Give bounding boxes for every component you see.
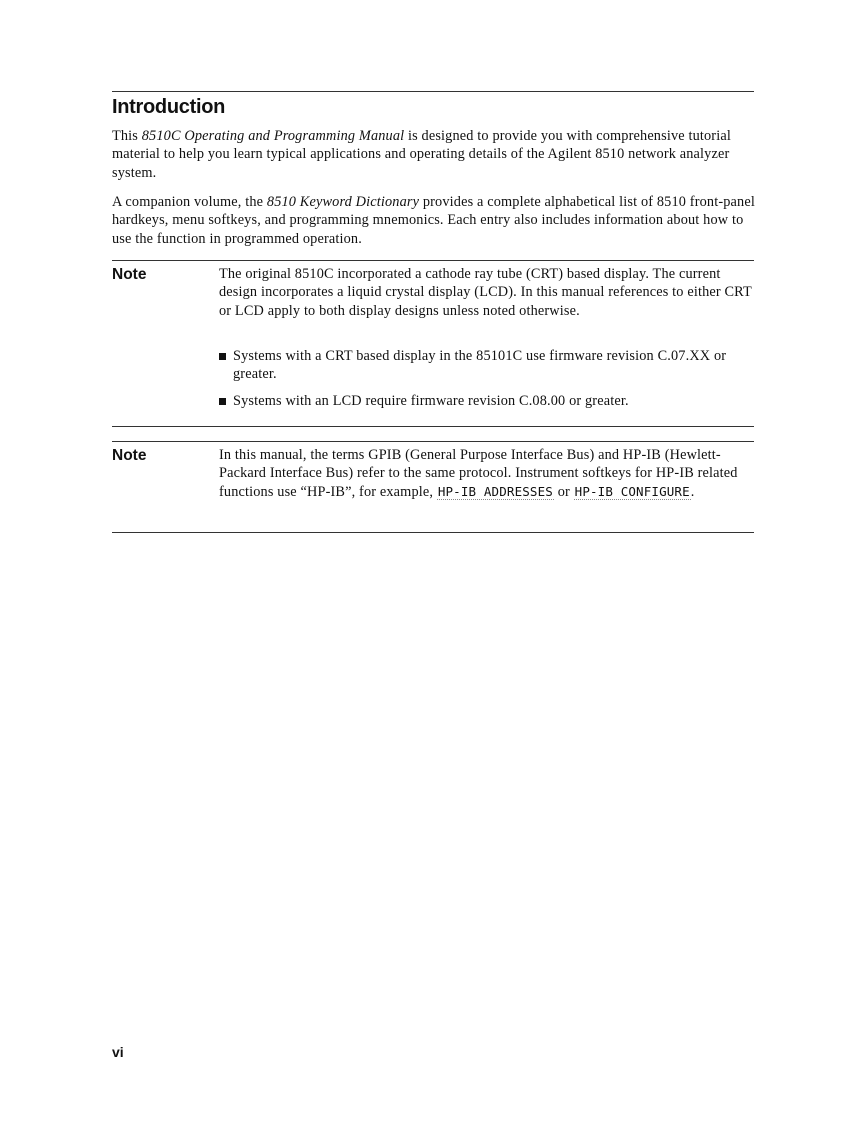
section-top-rule bbox=[112, 91, 754, 92]
note-bottom-rule bbox=[112, 426, 754, 427]
note-label: Note bbox=[112, 447, 147, 464]
bullet-item bbox=[219, 347, 749, 384]
note-label: Note bbox=[112, 266, 147, 283]
softkey-hpib-configure: HP-IB CONFIGURE bbox=[574, 483, 690, 499]
bullet-square-icon bbox=[219, 353, 226, 360]
note-gpib-text: In this manual, the terms GPIB (General Purpose Interface Bus) and HP-IB (Hewlett-Packard Interface Bus) refer to the same protocol. Instrument softkeys for HP-IB related functions use “HP-IB”, for example, bbox=[219, 447, 738, 500]
p1-manual-title: 8510C Operating and Programming Manual bbox=[141, 128, 405, 144]
intro-paragraph-1 bbox=[112, 127, 762, 182]
note-top-rule bbox=[112, 441, 754, 442]
intro-paragraph-2 bbox=[112, 193, 762, 248]
section-title: Introduction bbox=[112, 96, 226, 118]
bullet-square-icon bbox=[219, 398, 226, 405]
note-top-rule bbox=[112, 260, 754, 261]
p2-dictionary-title: 8510 Keyword Dictionary bbox=[266, 194, 420, 210]
bullet-text: Systems with an LCD require firmware revision C.08.00 or greater. bbox=[233, 393, 629, 409]
note-end: . bbox=[690, 483, 695, 500]
page-number: vi bbox=[112, 1044, 124, 1060]
note-text bbox=[219, 446, 759, 501]
p2-text-start: A companion volume, the bbox=[112, 194, 267, 210]
p1-text-end: is designed to provide you with comprehensive tutorial material to help you learn typical applications and operating details of the Agilent 8510 network analyzer system. bbox=[112, 128, 731, 181]
note-connector: or bbox=[553, 483, 574, 500]
bullet-item bbox=[219, 392, 749, 410]
note-display bbox=[112, 260, 754, 426]
p2-text-end: provides a complete alphabetical list of 8510 front-panel hardkeys, menu softkeys, and programming mnemonics. Each entry also includes information about how to use the function in programmed operation. bbox=[112, 194, 755, 247]
note-bottom-rule bbox=[112, 532, 754, 533]
p1-text-start: This bbox=[112, 128, 142, 144]
note-gpib bbox=[112, 441, 754, 532]
bullet-text: Systems with a CRT based display in the 85101C use firmware revision C.07.XX or greater. bbox=[233, 348, 727, 383]
note-text: The original 8510C incorporated a cathode ray tube (CRT) based display. The current design incorporates a liquid crystal display (LCD). In this manual references to either CRT or LCD apply to both display designs unless noted otherwise. bbox=[219, 266, 752, 319]
softkey-hpib-addresses: HP-IB ADDRESSES bbox=[437, 483, 553, 499]
